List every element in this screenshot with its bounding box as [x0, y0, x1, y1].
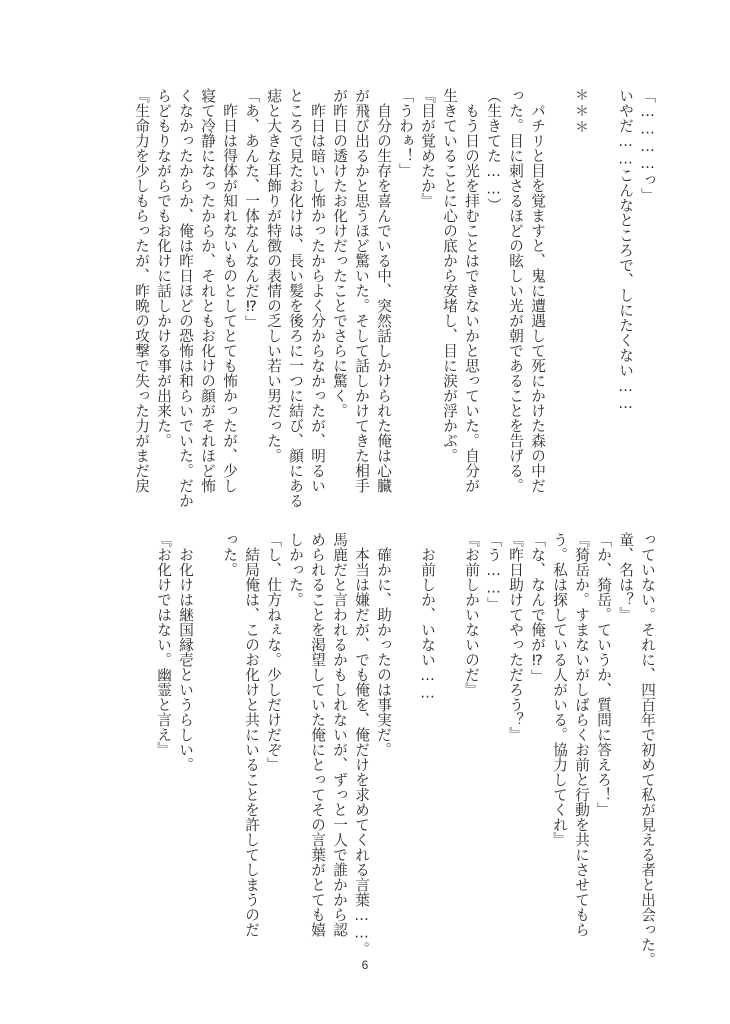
text-column: 馬鹿だと言われるかもしれないが、ずっと一人で誰かから認: [331, 532, 348, 937]
text-column: 結局俺は、このお化けと共にいることを許してしまうのだ: [243, 532, 260, 937]
text-column: お化けは継国縁壱というらしい。: [177, 532, 194, 772]
text-column: った。: [221, 532, 238, 577]
text-column: 昨日は暗いし怖かったからよく分からなかったが、明るい: [309, 88, 326, 493]
blank-column: [548, 88, 570, 503]
text-column: 生きていることに心の底から安堵し、目に涙が浮かぶ。: [441, 88, 458, 463]
text-column: いやだ……こんなところで、しにたくない……: [617, 88, 634, 413]
text-column: 昨日は得体が知れないものとしてとても怖かったが、少し: [221, 88, 238, 493]
text-block-bottom: [152, 532, 658, 967]
text-column: 「か、猗岳。ていうか、質問に答えろ！」: [595, 532, 612, 817]
text-column: 童、名は？』: [617, 532, 634, 622]
text-column: 『お前しかいないのだ』: [463, 532, 480, 697]
text-column: 「な、なんで俺が⁉」: [529, 532, 546, 685]
text-column: っていない。それに、四百年で初めて私が見える者と出会った。: [639, 532, 656, 967]
text-column: 『猗岳か。すまないがしばらくお前と行動を共にさせてもら: [573, 532, 590, 937]
text-column: らどもりながらでもお化けに話しかける事が出来た。: [155, 88, 172, 448]
text-column: 「うわぁ！」: [397, 88, 414, 178]
text-column: 『目が覚めたか』: [419, 88, 436, 208]
text-column: 「う……」: [485, 532, 502, 612]
text-column: 『お化けではない。幽霊と言え』: [155, 532, 172, 757]
text-column: しかった。: [287, 532, 304, 607]
blank-column: [196, 532, 218, 947]
text-column: 『昨日助けてやっただろう？』: [507, 532, 524, 742]
text-column: ところで見たお化けは、長い髪を後ろに一つに結び、顔にある: [287, 88, 304, 508]
blank-column: [438, 532, 460, 947]
text-column: もう日の光を拝むことはできないかと思っていた。自分が: [463, 88, 480, 493]
blank-column: [394, 532, 416, 947]
text-column: 「あ、あんた、一体なんなんだ⁉」: [243, 88, 260, 331]
text-column: 自分の生存を喜んでいる中、突然話しかけられた俺は心臓: [375, 88, 392, 493]
text-column: 確かに、助かったのは事実だ。: [375, 532, 392, 757]
scene-break-asterisks: ＊＊＊: [573, 88, 589, 136]
text-column: （生きてた……）: [485, 88, 502, 213]
text-column: 本当は嫌だが、でも俺を、俺だけを求めてくれる言葉……。: [353, 532, 370, 957]
text-block-top: [130, 88, 658, 508]
text-column: お前しか、いない……: [419, 532, 436, 702]
text-column: くなかったからか、俺は昨日ほどの恐怖は和らいでいた。だか: [177, 88, 194, 508]
text-column: 痣と大きな耳飾りが特徴の表情の乏しい若い男だった。: [265, 88, 282, 463]
blank-column: [592, 88, 614, 503]
text-column: が飛び出るかと思うほど驚いた。そして話しかけてきた相手: [353, 88, 370, 493]
text-column: パチリと目を覚ますと、鬼に遭遇して死にかけた森の中だ: [529, 88, 546, 493]
text-column: 寝て冷静になったからか、それともお化けの顔がそれほど怖: [199, 88, 216, 493]
text-column: 「…………っ」: [639, 88, 656, 203]
text-column: 『生命力を少しもらったが、昨晩の攻撃で失った力がまだ戻: [133, 88, 150, 493]
text-column: った。目に刺さるほどの眩しい光が朝であることを告げる。: [507, 88, 524, 493]
text-column: が昨日の透けたお化けだったことでさらに驚く。: [331, 88, 348, 418]
text-column: う。私は探している人がいる。協力してくれ』: [551, 532, 568, 847]
text-column: 「し、仕方ねぇな。少しだけだぞ」: [265, 532, 282, 772]
page-number: 6: [361, 958, 369, 972]
text-column: められることを渇望していた俺にとってその言葉がとても嬉: [309, 532, 326, 937]
